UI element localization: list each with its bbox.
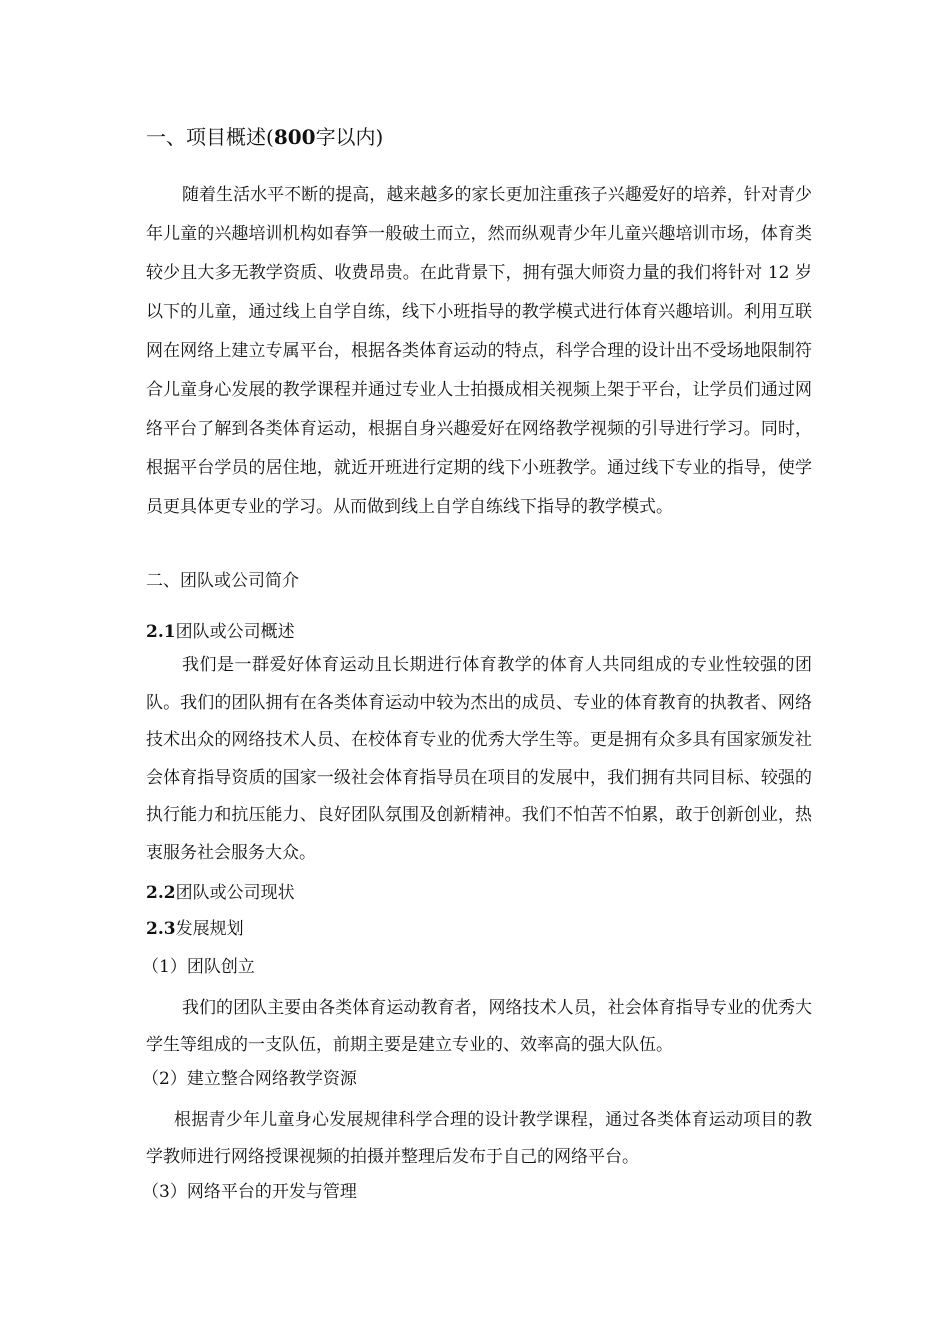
subsection-2-3-title: 发展规划 (175, 919, 244, 939)
section-1-heading-number: 800 (273, 125, 316, 149)
section-2-heading: 二、团队或公司简介 (146, 571, 299, 591)
subsection-2-3-number: 2.3 (146, 919, 176, 939)
plan-item-2-label: （2）建立整合网络教学资源 (142, 1069, 357, 1089)
subsection-2-1-title: 团队或公司概述 (175, 622, 295, 642)
section-1-heading (146, 122, 383, 152)
subsection-2-1-heading (146, 617, 295, 647)
section-1-heading-suffix: 字以内) (315, 125, 384, 149)
plan-item-1-paragraph: 我们的团队主要由各类体育运动教育者，网络技术人员，社会体育指导专业的优秀大学生等组成的一支队伍，前期主要是建立专业的、效率高的强大队伍。 (146, 998, 812, 1055)
subsection-2-1-number: 2.1 (146, 622, 176, 642)
section-1-heading-prefix: 一、项目概述( (146, 125, 274, 149)
plan-item-1-label: （1）团队创立 (142, 957, 255, 977)
section-1-paragraph: 随着生活水平不断的提高，越来越多的家长更加注重孩子兴趣爱好的培养，针对青少年儿童的兴趣培训机构如春笋一般破土而立，然而纵观青少年儿童兴趣培训市场，体育类较少且大多无教学资质、收费昂贵。在此背景下，拥有强大师资力量的我们将针对 12 岁以下的儿童，通过线上自学自练，线下小班指导的教学模式进行体育兴趣培训。利用互联网在网络上建立专属平台，根据各类体育运动的特点，科学合理的设计出不受场地限制符合儿童身心发展的教学课程并通过专业人士拍摄成相关视频上架于平台，让学员们通过网络平台了解到各类体育运动，根据自身兴趣爱好在网络教学视频的引导进行学习。同时，根据平台学员的居住地，就近开班进行定期的线下小班教学。通过线下专业的指导，使学员更具体更专业的学习。从而做到线上自学自练线下指导的教学模式。 (146, 185, 812, 517)
subsection-2-3-heading (146, 914, 244, 944)
subsection-2-2-heading (146, 878, 295, 908)
subsection-2-2-title: 团队或公司现状 (175, 883, 295, 903)
subsection-2-1-paragraph: 我们是一群爱好体育运动且长期进行体育教学的体育人共同组成的专业性较强的团队。我们的团队拥有在各类体育运动中较为杰出的成员、专业的体育教育的执教者、网络技术出众的网络技术人员、在校体育专业的优秀大学生等。更是拥有众多具有国家颁发社会体育指导资质的国家一级社会体育指导员在项目的发展中，我们拥有共同目标、较强的执行能力和抗压能力、良好团队氛围及创新精神。我们不怕苦不怕累，敢于创新创业，热衷服务社会服务大众。 (146, 655, 812, 863)
plan-item-2-paragraph: 根据青少年儿童身心发展规律科学合理的设计教学课程，通过各类体育运动项目的教学教师进行网络授课视频的拍摄并整理后发布于自己的网络平台。 (146, 1110, 812, 1167)
subsection-2-2-number: 2.2 (146, 883, 176, 903)
plan-item-3-label: （3）网络平台的开发与管理 (142, 1182, 357, 1202)
